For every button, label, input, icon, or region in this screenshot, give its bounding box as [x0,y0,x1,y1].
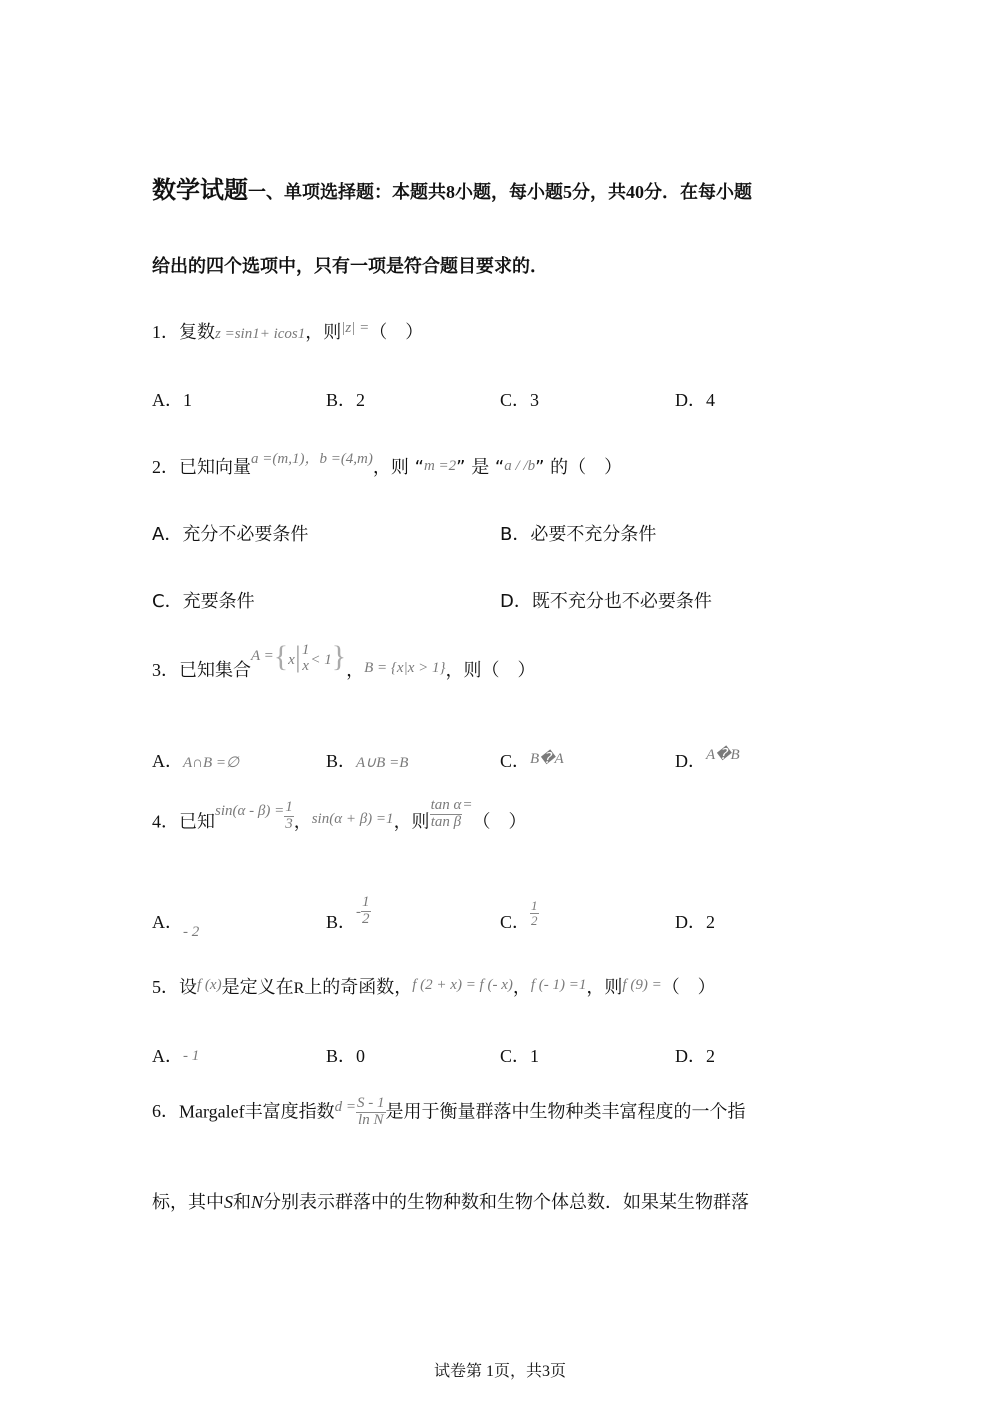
math-expression: f (9) = [622,977,662,993]
math-expression: |z| = [341,320,370,336]
math-expression: f (2 + x) = f (- x) [412,977,513,993]
question-number: 4． [152,811,179,832]
question-text: ，则 [586,977,623,998]
math-expression: = [462,797,473,814]
option-c: C．充要条件 [152,591,255,612]
option-d: D．4 [675,390,715,410]
question-count: 8 [446,182,455,202]
option-d: D．2 [675,1046,715,1066]
option-d: D．$^{A�B}$ [675,747,740,771]
math-expression: - 1 [183,1048,200,1064]
question-text: ， [293,811,312,833]
question-text: ” 是 “ [456,457,505,478]
math-expression: d = [334,1099,357,1116]
question-5 [152,973,716,999]
question-text: Margalef [179,1101,245,1122]
math-fraction: $\frac{1}{2}$ [531,897,538,928]
question-1 [152,318,423,344]
math-expression: A∪B =B [356,755,409,771]
question-number: 5． [152,977,179,997]
question-text: 丰富度指数 [244,1101,335,1123]
question-number: 3． [152,660,179,680]
question-text: 分别表示群落中的生物种数和生物个体总数．如果某生物群落 [263,1192,750,1213]
question-text: ，则 [393,811,430,833]
math-expression: z =sin1+ icos1 [215,326,306,342]
math-expression: < 1 [310,652,332,668]
option-a: A．A∩B =∅ [152,751,240,771]
question-4 [152,797,527,839]
points-total: 40 [626,182,644,202]
page-footer: 试卷第 1页，共3页 [433,1363,566,1380]
math-fraction: $\frac{1}{3}$ [285,799,293,832]
math-expression: a / /b [504,458,536,474]
set-brace-open: { [273,640,289,673]
option-b: B．必要不充分条件 [500,524,657,545]
section-instructions: 给出的四个选项中，只有一项是符合题目要求的． [152,256,548,277]
question-text: 已知向量 [179,457,251,478]
math-expression: B = {x|x > 1} [364,660,446,676]
question-text: 复数 [179,322,215,343]
option-c: C．3 [500,390,540,410]
question-3 [152,640,536,687]
question-6 [152,1096,746,1129]
question-text: 是定义在 [221,977,294,998]
math-expression: B�A [530,751,564,767]
page-title-line [152,170,752,205]
math-expression: sin(α + β) =1 [311,811,394,828]
question-text: ” 的（ ） [535,457,623,478]
option-b: B．2 [326,390,366,410]
option-c: C．$^{B�A}$ [500,751,564,771]
question-text: ， [346,660,365,681]
question-text: ，则（ ） [445,660,536,681]
question-number: 6． [152,1101,179,1122]
option-a: A．- 1 [152,1046,200,1066]
question-text: 和 [233,1192,251,1213]
question-text: 设 [179,977,197,998]
math-expression: x [288,652,295,668]
option-d: D．2 [675,912,715,932]
points-each: 5 [563,182,572,202]
math-expression: a =(m,1)，b =(4,m) [251,451,373,467]
math-expression: - [356,904,362,921]
question-text: ，则 [305,322,342,343]
math-expression: sin(α - β) = [215,803,285,820]
question-text: 上的奇函数， [304,977,413,998]
question-6-line-2 [152,1188,749,1214]
question-text: （ ） [472,811,527,833]
option-c: C． $\frac{1}{2}$ [500,897,538,932]
option-b: B．A∪B =B [326,751,409,771]
question-2 [152,453,622,479]
question-text: 已知 [179,811,215,833]
question-text: 是用于衡量群落中生物种类丰富程度的一个指 [385,1101,746,1123]
math-expression: A∩B =∅ [183,755,240,771]
answer-blank: （ ） [369,322,424,343]
doc-title: 数学试题 [152,176,248,204]
option-b: B．0 [326,1046,366,1066]
question-text: ， [512,977,531,998]
set-separator: | [294,640,301,673]
option-a: A．1 [152,390,192,410]
math-symbol: S [224,1192,233,1212]
math-fraction: 1 x [301,642,310,674]
question-text: ，则 “ [372,457,424,478]
math-fraction: $\frac{S - 1}{\text{ln N}}$ [357,1095,385,1128]
math-symbol: N [251,1192,264,1212]
question-text: 标，其中 [152,1192,224,1213]
option-a: A．充分不必要条件 [152,524,309,545]
math-fraction: $\frac{1}{2}$ [362,894,370,927]
math-expression: A�B [706,747,740,763]
question-text: （ ） [661,977,716,998]
math-expression: f (- 1) =1 [530,977,587,993]
question-number: 1． [152,322,179,342]
math-expression: - 2 [183,924,200,940]
math-expression: A = [251,648,274,664]
math-fraction: $\frac{\text{tan α}}{\text{tan β}}$ [430,797,462,830]
math-expression: m =2 [423,458,457,474]
section-text: 分．在每小题 [644,182,752,203]
math-symbol: R [293,980,305,997]
section-heading: 一、单项选择题：本题共 [248,182,446,203]
math-expression: f (x) [197,977,222,993]
option-d: D．既不充分也不必要条件 [500,591,712,612]
question-number: 2． [152,457,179,477]
section-text: 小题，每小题 [455,182,563,203]
section-text: 分，共 [572,182,626,203]
question-text: 已知集合 [179,660,251,681]
option-b: B．- $\frac{1}{2}$ [326,894,370,933]
option-a: A．$_{- 2}$ [152,912,200,940]
option-c: C．1 [500,1046,540,1066]
set-brace-close: } [331,640,347,673]
